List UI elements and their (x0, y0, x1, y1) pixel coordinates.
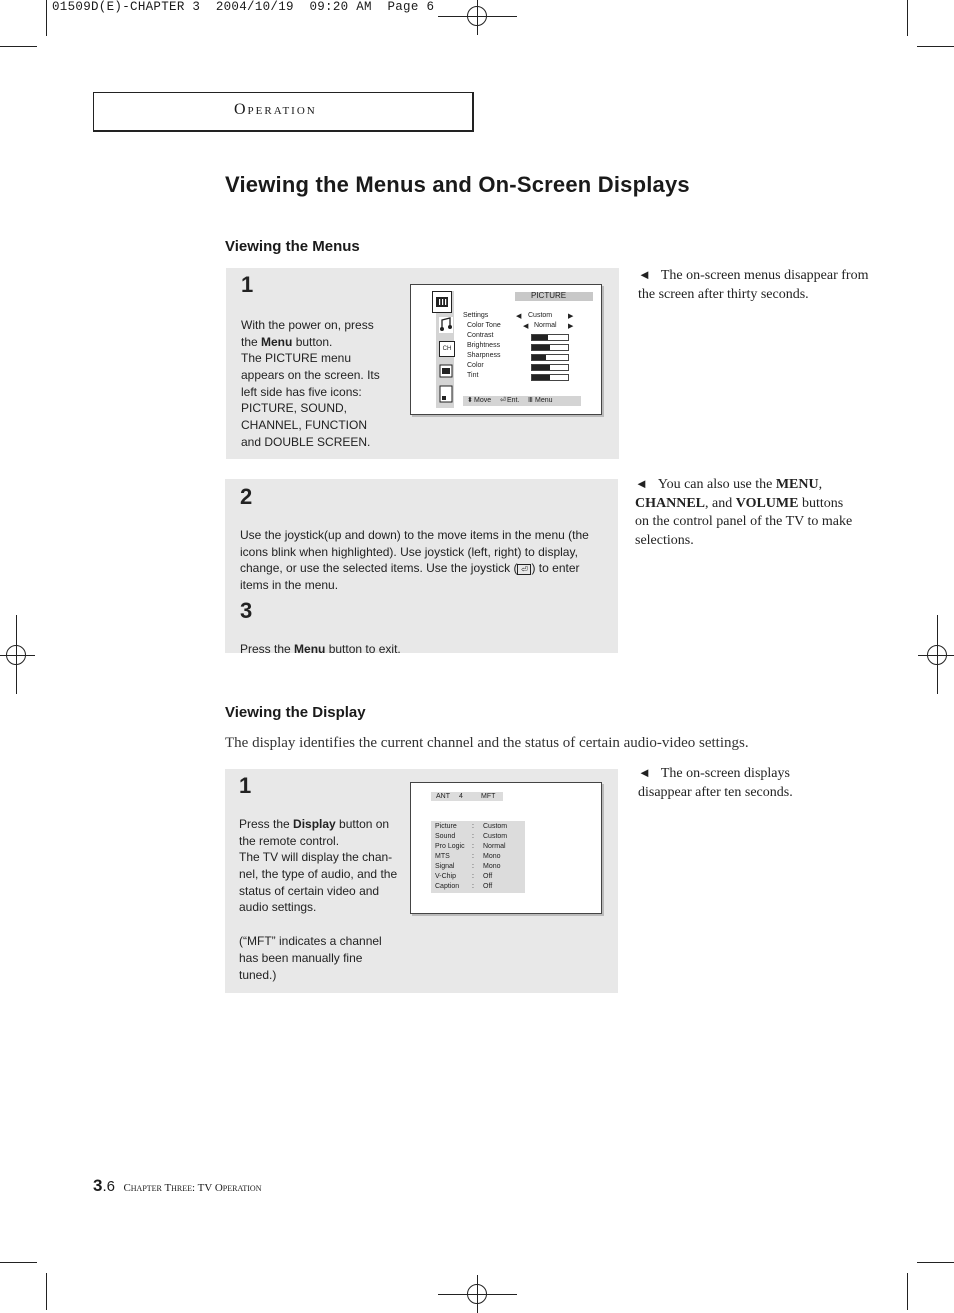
footer-enter: Ent. (507, 397, 520, 404)
status-label: Pro Logic (435, 843, 465, 850)
channel-source: ANT (436, 793, 450, 800)
right-arrow-icon: ▶ (568, 323, 574, 330)
registration-mark (0, 636, 35, 674)
menu-row-label: Brightness (467, 342, 501, 349)
function-icon (439, 363, 453, 379)
status-sep: : (472, 873, 474, 880)
status-sep: : (472, 823, 474, 830)
status-label: Signal (435, 863, 455, 870)
left-arrow-icon: ◀ (523, 323, 529, 330)
level-fill (532, 335, 548, 340)
crop-mark (438, 16, 517, 17)
footer-menu: Menu (535, 397, 553, 404)
level-fill (532, 345, 550, 350)
footer-move: Move (474, 397, 492, 404)
crop-mark (917, 46, 954, 47)
step-number: 2 (240, 484, 253, 509)
menu-icon: Ⅲ (528, 397, 533, 404)
status-value: Mono (483, 863, 501, 870)
channel-number: 4 (459, 793, 463, 800)
status-value: Off (483, 883, 493, 890)
menu-row-label: Color (467, 362, 484, 369)
sharpness-bar (531, 354, 569, 361)
step2-instruction: Use the joystick(up and down) to the move items in the menu (the icons blink when highlighted). Use joystick (left, right) to display, change, or use the selected items. Use the joystick ( ⏎ ) to enter items in the menu. (240, 527, 589, 593)
menu-row-value: Normal (534, 322, 557, 329)
contrast-bar (531, 334, 569, 341)
display-intro: The display identifies the current channel and the status of certain audio-video settings. (225, 735, 749, 751)
menu-row-label: Color Tone (467, 322, 501, 329)
status-label: V-Chip (435, 873, 457, 880)
status-sep: : (472, 833, 474, 840)
print-header: 01509D(E)-CHAPTER 3 2004/10/19 09:20 AM Page 6 (52, 0, 435, 14)
step-number: 1 (239, 773, 252, 798)
brightness-bar (531, 344, 569, 351)
menus-note-1: ◄ The on-screen menus disappear from the screen after thirty seconds. (638, 267, 869, 302)
updown-arrow-icon: ⬍ (467, 397, 473, 404)
step1-description: The PICTURE menu appears on the screen. Its left side has five icons: PICTURE, SOUND, CHANNEL, FUNCTION and DOUBLE SCREEN. (241, 351, 380, 449)
menu-row-label: Contrast (467, 332, 494, 339)
color-bar (531, 364, 569, 371)
status-label: Sound (435, 833, 456, 840)
sound-icon (439, 317, 453, 333)
picture-menu-screen (410, 284, 602, 415)
crop-mark (438, 1294, 517, 1295)
crop-mark (46, 0, 47, 36)
crop-mark (907, 1273, 908, 1310)
status-label: Caption (435, 883, 460, 890)
status-label: MTS (435, 853, 450, 860)
crop-mark (907, 0, 908, 36)
status-label: Picture (435, 823, 457, 830)
status-sep: : (472, 853, 474, 860)
menu-row-value: Custom (528, 312, 553, 319)
crop-mark (0, 46, 37, 47)
step3-instruction: Press the Menu button to exit. (240, 641, 401, 656)
menu-key: Menu (261, 334, 293, 349)
registration-mark (918, 636, 954, 674)
menus-note-2: ◄ You can also use the MENU, CHANNEL, and VOLUME buttons on the control panel of the TV to make selections. (635, 476, 853, 548)
status-sep: : (472, 863, 474, 870)
display-step1-description: The TV will display the chan-nel, the type of audio, and the status of certain video and audio settings. (239, 850, 398, 915)
crop-mark (917, 1262, 954, 1263)
step-number: 1 (241, 272, 254, 297)
level-fill (532, 375, 550, 380)
menus-heading: Viewing the Menus (225, 238, 360, 255)
page-footer (93, 1176, 261, 1196)
menu-key: Menu (294, 641, 326, 656)
status-value: Normal (483, 843, 506, 850)
right-arrow-icon: ▶ (568, 313, 574, 320)
left-triangle-icon: ◄ (635, 476, 648, 491)
display-step1-instruction: Press the Display button on the remote control. (239, 816, 390, 848)
status-value: Off (483, 873, 493, 880)
status-value: Mono (483, 853, 501, 860)
menus-step2-panel (225, 479, 618, 656)
page-title: Viewing the Menus and On-Screen Displays (225, 172, 690, 197)
enter-icon: ⏎ (517, 564, 531, 575)
status-sep: : (472, 843, 474, 850)
display-screen (410, 782, 602, 914)
crop-mark (16, 615, 17, 694)
status-value: Custom (483, 833, 508, 840)
crop-mark (46, 1273, 47, 1310)
mft-indicator: MFT (481, 793, 496, 800)
step1-instruction: With the power on, press the Menu button. (241, 317, 374, 349)
menus-step1-panel (226, 268, 619, 459)
left-arrow-icon: ◀ (516, 313, 522, 320)
left-triangle-icon: ◄ (638, 267, 651, 282)
left-triangle-icon: ◄ (638, 765, 651, 780)
menu-row-label: Settings (463, 312, 489, 319)
level-fill (532, 355, 546, 360)
section-label-box (93, 92, 474, 132)
display-step1-panel (225, 769, 618, 993)
display-key: Display (293, 816, 336, 831)
status-sep: : (472, 883, 474, 890)
level-fill (532, 365, 550, 370)
picture-icon (432, 291, 452, 313)
menu-row-label: Sharpness (467, 352, 501, 359)
crop-mark (937, 615, 938, 694)
crop-mark (0, 1262, 37, 1263)
display-step1-note: (“MFT” indicates a channel has been manually fine tuned.) (239, 934, 382, 982)
display-note: ◄ The on-screen displays disappear after ten seconds. (638, 765, 793, 800)
chapter-label: Chapter Three: TV Operation (123, 1182, 262, 1194)
channel-icon: CH (439, 341, 455, 357)
step-number: 3 (240, 598, 253, 623)
page-number: .6 (102, 1178, 115, 1195)
menu-row-label: Tint (467, 372, 479, 379)
section-label: Operation (234, 101, 317, 118)
display-heading: Viewing the Display (225, 704, 366, 721)
chapter-number: 3 (93, 1176, 103, 1195)
enter-icon: ⏎ (500, 397, 506, 404)
tint-bar (531, 374, 569, 381)
double-screen-icon (439, 385, 453, 403)
status-value: Custom (483, 823, 508, 830)
registration-mark (458, 0, 496, 35)
menu-header: PICTURE (531, 291, 567, 300)
